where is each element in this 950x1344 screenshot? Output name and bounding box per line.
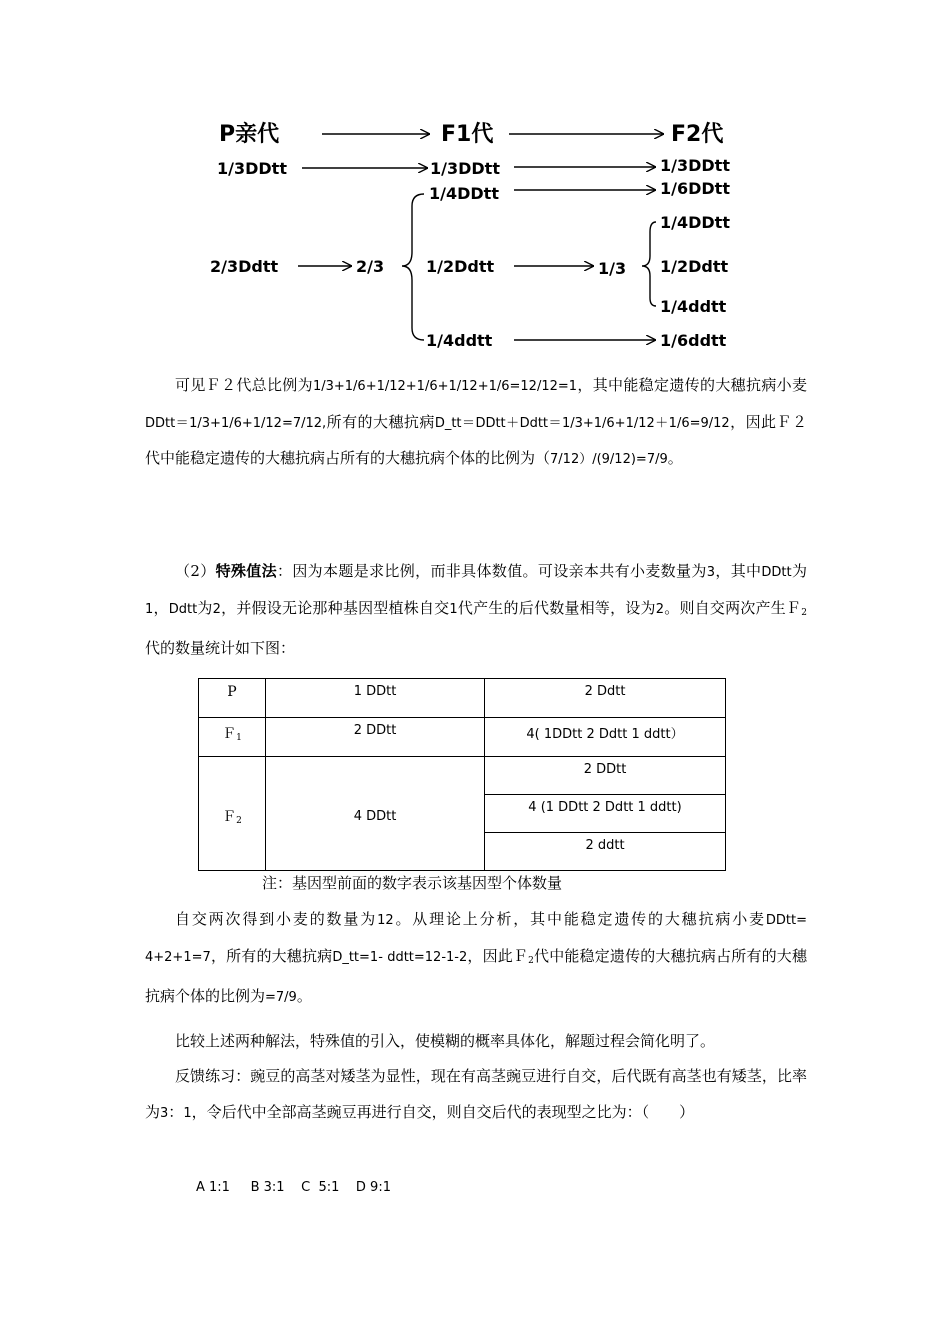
branch-frac1: 2/3 [356,257,385,276]
cell-f1-b: 4( 1DDtt 2 Ddtt 1 ddtt） [485,718,726,757]
row1-f2: 1/3DDtt [660,156,730,175]
row-label-f1: Ｆ$_1$ [199,718,266,757]
paragraph-method1-conclusion: 可见Ｆ２代总比例为1/3+1/6+1/12+1/6+1/12+1/6=12/12=1，其中能稳定遗传的大穗抗病小麦DDtt＝1/3+1/6+1/12=7/12,所有的大穗抗病D_tt＝DDtt＋Ddtt＝1/3+1/6+1/12＋1/6=9/12，因此Ｆ２代中能稳定遗传的大穗抗病占所有的大穗抗病个体的比例为（7/12）/(9/12)=7/9。 [145,376,807,467]
cell-f2-b2: 4 (1 DDtt 2 Ddtt 1 ddtt) [485,795,726,833]
branch-p: 2/3Ddtt [210,257,279,276]
f1-bot: 1/4ddtt [426,331,493,350]
f2-top: 1/6DDtt [660,179,730,198]
f1-mid: 1/2Ddtt [426,257,495,276]
branch-frac2: 1/3 [598,259,627,278]
header-p: P亲代 [219,122,280,147]
method-title: 特殊值法 [215,562,277,580]
genotype-flow-diagram [0,0,950,370]
cell-f2-a: 4 DDtt [266,757,485,871]
cell-f1-a: 2 DDtt [266,718,485,757]
row1-p: 1/3DDtt [217,159,287,178]
answer-choices: A 1:1 B 3:1 C 5:1 D 9:1 [196,1180,391,1195]
cell-f2-b1: 2 DDtt [485,757,726,795]
paragraph-result: 自交两次得到小麦的数量为12。从理论上分析，其中能稳定遗传的大穗抗病小麦DDtt= 4+2+1=7，所有的大穗抗病D_tt=1- ddtt=12-1-2，因此Ｆ$_2$代中能稳定遗传的大穗抗病占所有的大穗抗病个体的比例为=7/9。 [145,910,807,1005]
paragraph-comparison: 比较上述两种解法，特殊值的引入，使模糊的概率具体化，解题过程会简化明了。 [175,1032,716,1050]
paragraph-exercise: 反馈练习：豌豆的高茎对矮茎为显性，现在有高茎豌豆进行自交，后代既有高茎也有矮茎，比率为3：1，令后代中全部高茎豌豆再进行自交，则自交后代的表现型之比为：（ ） [145,1067,807,1121]
cell-f2-b3: 2 ddtt [485,833,726,871]
table-row [199,718,726,757]
brace-f2 [642,222,656,306]
brace-f1 [402,194,424,340]
row-label-p: P [199,679,266,718]
table-note: 注：基因型前面的数字表示该基因型个体数量 [262,874,563,892]
f2-bot: 1/6ddtt [660,331,727,350]
cell-p-ddtt: 1 DDtt [266,679,485,718]
genotype-count-table [198,678,726,871]
cell-p-ddtt2: 2 Ddtt [485,679,726,718]
f2-sub-mid: 1/2Ddtt [660,257,729,276]
header-f1: F1代 [441,122,494,147]
header-f2: F2代 [671,122,724,147]
f1-top: 1/4DDtt [429,184,499,203]
paragraph-special-value-method: （2）特殊值法：因为本题是求比例，而非具体数值。可设亲本共有小麦数量为3，其中DDtt为1，Ddtt为2，并假设无论那种基因型植株自交1代产生的后代数量相等，设为2。则自交两次产生Ｆ$_2$代的数量统计如下图： [145,562,807,657]
table-row [199,679,726,718]
table-row [199,757,726,795]
row-label-f2: Ｆ$_2$ [199,757,266,871]
f2-sub-bot: 1/4ddtt [660,297,727,316]
f2-sub-top: 1/4DDtt [660,213,730,232]
row1-f1: 1/3DDtt [430,159,500,178]
